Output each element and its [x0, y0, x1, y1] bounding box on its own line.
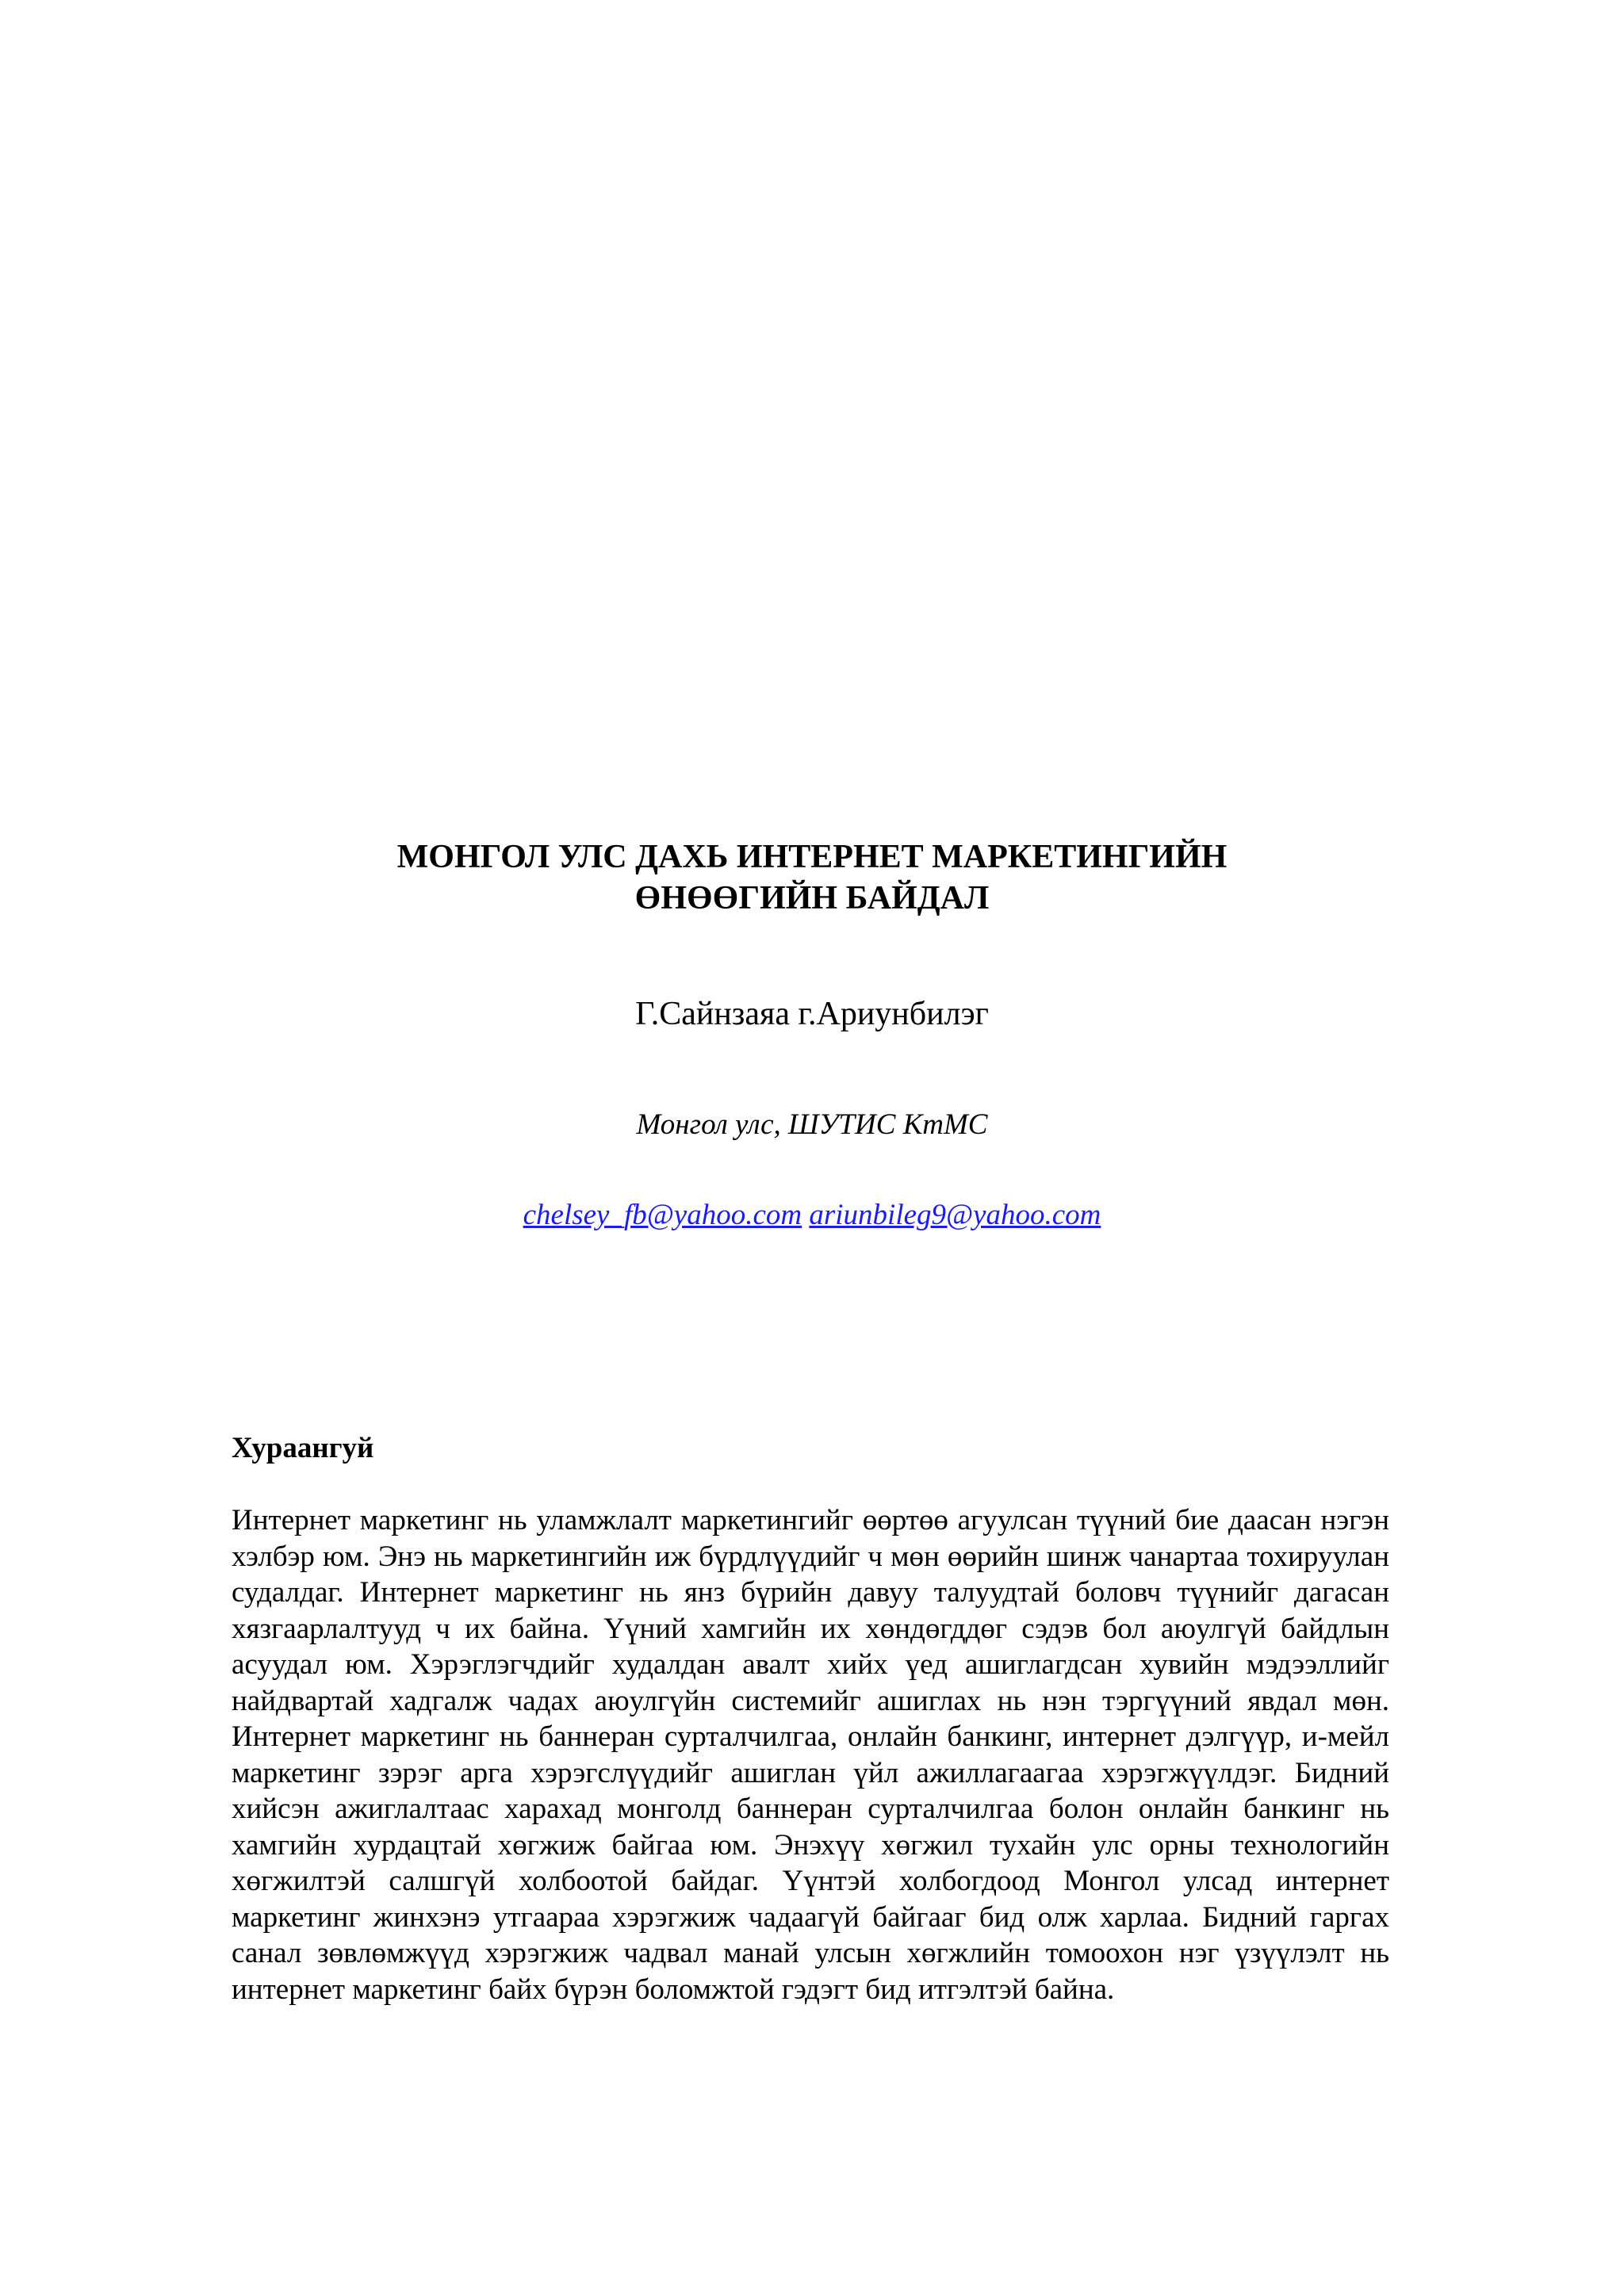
- paper-title-line-1: МОНГОЛ УЛС ДАХЬ ИНТЕРНЕТ МАРКЕТИНГИЙН: [396, 839, 1228, 875]
- author-emails: [0, 1197, 1624, 1234]
- affiliation: Монгол улс, ШУТИС КтМС: [636, 1108, 988, 1141]
- email-link-1[interactable]: chelsey_fb@yahoo.com: [523, 1199, 802, 1231]
- paper-title-line-2: ӨНӨӨГИЙН БАЙДАЛ: [634, 880, 990, 916]
- abstract-heading: Хураангуй: [232, 1432, 374, 1464]
- authors: Г.Сайнзаяа г.Ариунбилэг: [635, 996, 989, 1032]
- email-link-2[interactable]: ariunbileg9@yahoo.com: [809, 1199, 1101, 1231]
- abstract-body: Интернет маркетинг нь уламжлалт маркетингийг өөртөө агуулсан түүний бие даасан нэгэн хэлбэр юм. Энэ нь маркетингийн иж бүрдлүүдийг ч мөн өөрийн шинж чанартаа тохируулан судалдаг. Интернет маркетинг нь янз бүрийн давуу талуудтай боловч түүнийг дагасан хязгаарлалтууд ч их байна. Үүний хамгийн их хөндөгддөг сэдэв бол аюулгүй байдлын асуудал юм. Хэрэглэгчдийг худалдан авалт хийх үед ашиглагдсан хувийн мэдээллийг найдвартай хадгалж чадах аюулгүйн системийг ашиглах нь нэн тэргүүний явдал мөн. Интернет маркетинг нь баннеран сурталчилгаа, онлайн банкинг, интернет дэлгүүр, и-мейл маркетинг зэрэг арга хэрэгслүүдийг ашиглан үйл ажиллагаагаа хэрэгжүүлдэг. Бидний хийсэн ажиглалтаас харахад монголд баннеран сурталчилгаа болон онлайн банкинг нь хамгийн хурдацтай хөгжиж байгаа юм. Энэхүү хөгжил тухайн улс орны технологийн хөгжилтэй салшгүй холбоотой байдаг. Үүнтэй холбогдоод Монгол улсад интернет маркетинг жинхэнэ утгаараа хэрэгжиж чадаагүй байгааг бид олж харлаа. Бидний гаргах санал зөвлөмжүүд хэрэгжиж чадвал манай улсын хөгжлийн томоохон нэг үзүүлэлт нь интернет маркетинг байх бүрэн боломжтой гэдэгт бид итгэлтэй байна.: [232, 1504, 1389, 2006]
